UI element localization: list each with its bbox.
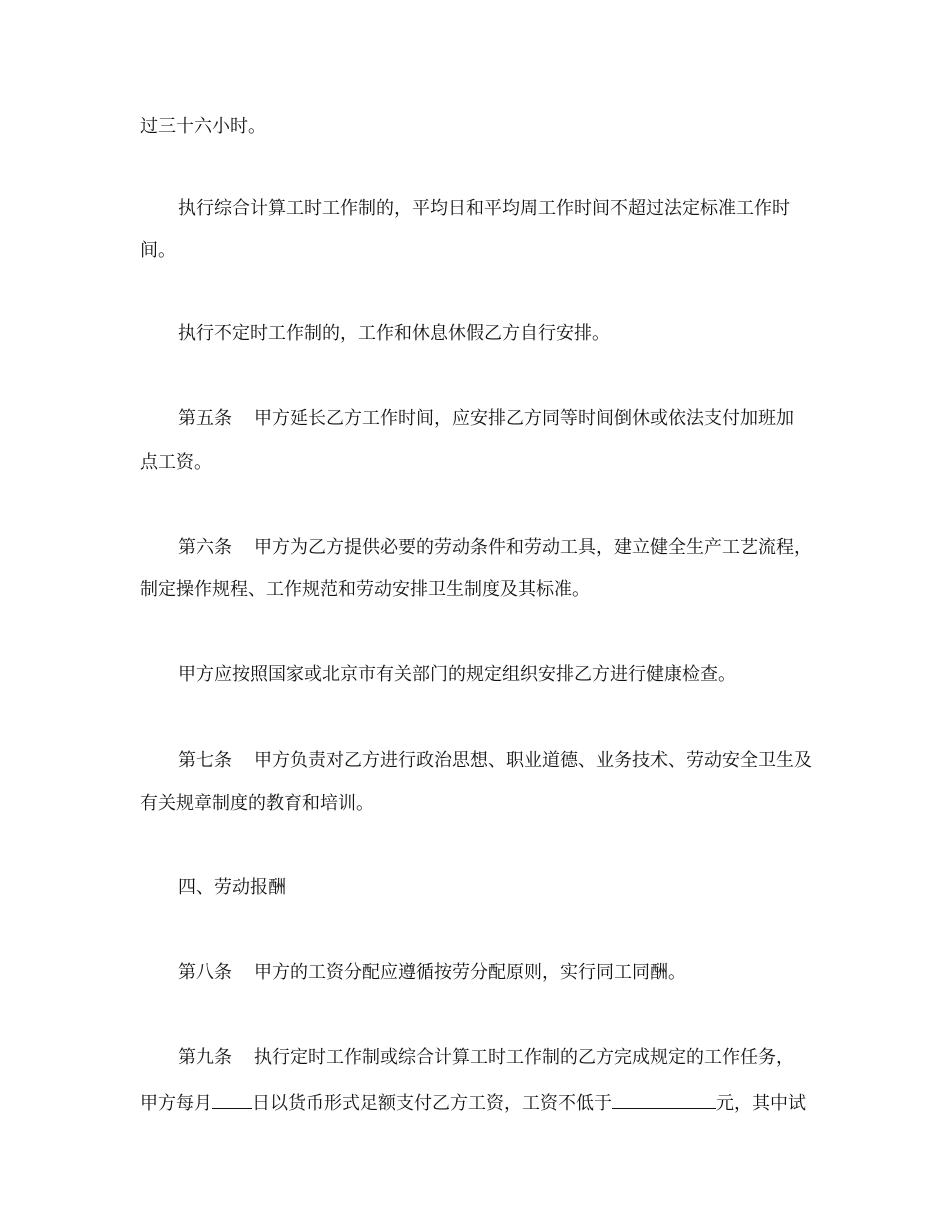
article-6-line2: 制定操作规程、工作规范和劳动安排卫生制度及其标准。 — [140, 579, 590, 600]
paragraph-comprehensive-hours-line1: 执行综合计算工时工作制的，平均日和平均周工作时间不超过法定标准工作时 — [178, 198, 790, 219]
article-7-line2: 有关规章制度的教育和培训。 — [140, 793, 374, 814]
article-9-line1 — [178, 1047, 794, 1069]
article-9-text: 执行定时工作制或综合计算工时工作制的乙方完成规定的工作任务， — [254, 1047, 794, 1068]
paragraph-flexible-hours: 执行不定时工作制的，工作和休息休假乙方自行安排。 — [178, 323, 610, 344]
article-7-text: 甲方负责对乙方进行政治思想、职业道德、业务技术、劳动安全卫生及 — [254, 750, 812, 771]
paragraph-comprehensive-hours-line2: 间。 — [140, 240, 176, 261]
payday-blank[interactable] — [212, 1091, 252, 1109]
article-9-text-c: 元，其中试 — [716, 1093, 806, 1114]
section-heading-remuneration: 四、劳动报酬 — [178, 877, 286, 898]
article-9-line2 — [140, 1091, 806, 1115]
article-9-text-a: 甲方每月 — [140, 1093, 212, 1114]
article-5-line1 — [178, 408, 794, 430]
article-8-text: 甲方的工资分配应遵循按劳分配原则，实行同工同酬。 — [254, 962, 686, 983]
article-5-text: 甲方延长乙方工作时间，应安排乙方同等时间倒休或依法支付加班加 — [254, 408, 794, 429]
article-9-label: 第九条 — [178, 1047, 232, 1068]
article-6-text: 甲方为乙方提供必要的劳动条件和劳动工具，建立健全生产工艺流程， — [254, 537, 812, 558]
article-8-label: 第八条 — [178, 962, 232, 983]
article-8-line1 — [178, 962, 686, 984]
article-9-text-b: 日以货币形式足额支付乙方工资，工资不低于 — [252, 1093, 612, 1114]
article-7-label: 第七条 — [178, 750, 232, 771]
article-6-line1 — [178, 537, 812, 559]
wage-amount-blank[interactable] — [612, 1091, 716, 1109]
paragraph-continuation: 过三十六小时。 — [140, 116, 266, 137]
article-5-line2: 点工资。 — [140, 452, 212, 473]
article-6-label: 第六条 — [178, 537, 232, 558]
article-7-line1 — [178, 750, 812, 772]
paragraph-health-check: 甲方应按照国家或北京市有关部门的规定组织安排乙方进行健康检查。 — [178, 664, 736, 685]
article-5-label: 第五条 — [178, 408, 232, 429]
